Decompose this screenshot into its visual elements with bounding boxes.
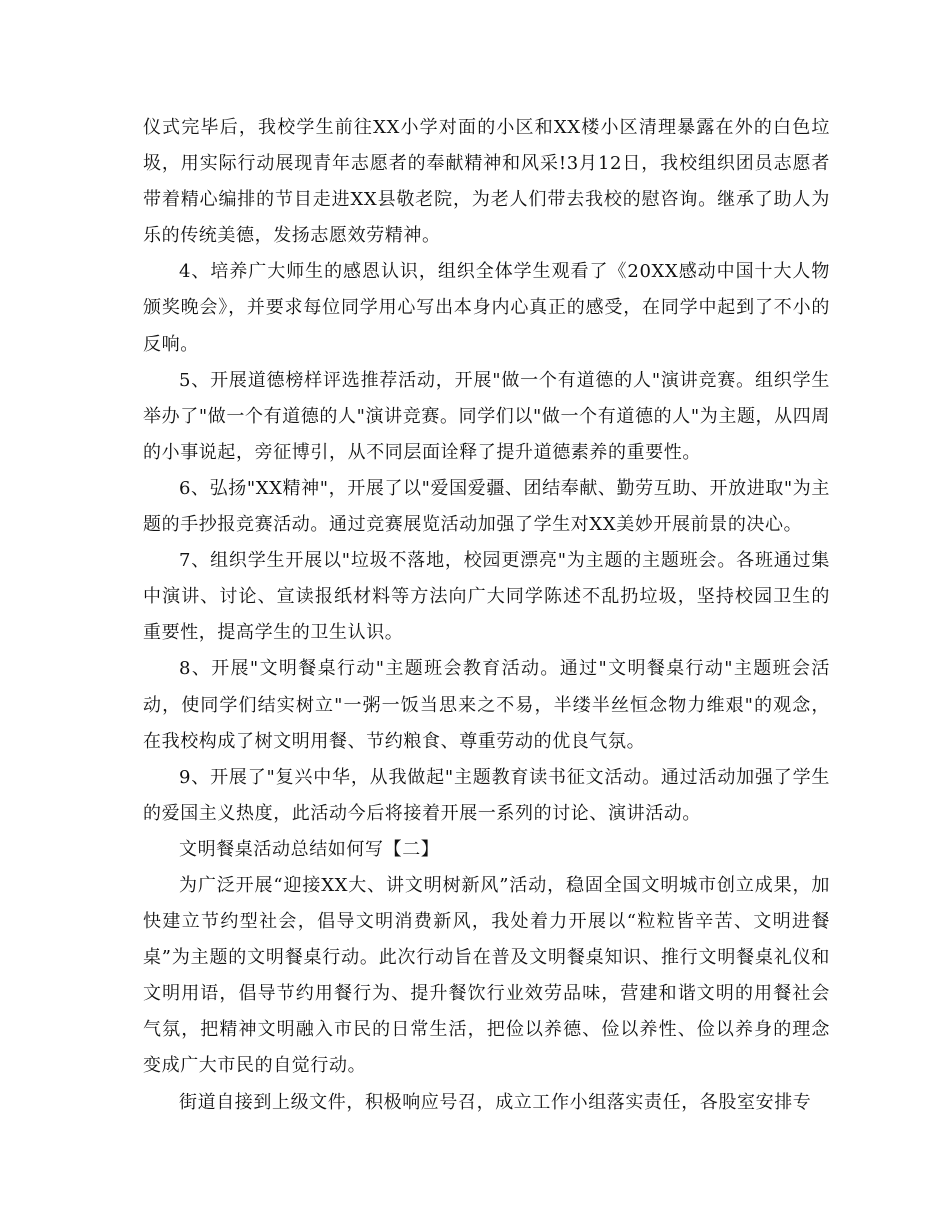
paragraph-6: 8、开展"文明餐桌行动"主题班会教育活动。通过"文明餐桌行动"主题班会活动，使同学们结实树立"一粥一饭当思来之不易，半缕半丝恒念物力维艰"的观念，在我校构成了树文明用餐、节约粮食、尊重劳动的优良气氛。	[143, 658, 830, 752]
paragraph-7: 9、开展了"复兴中华，从我做起"主题教育读书征文活动。通过活动加强了学生的爱国主义热度，此活动今后将接着开展一系列的讨论、演讲活动。	[143, 766, 830, 824]
paragraph-8: 为广泛开展“迎接XX大、讲文明树新风”活动，稳固全国文明城市创立成果，加快建立节约型社会，倡导文明消费新风，我处着力开展以“粒粒皆辛苦、文明进餐桌”为主题的文明餐桌行动。此次行动旨在普及文明餐桌知识、推行文明餐桌礼仪和文明用语，倡导节约用餐行为、提升餐饮行业效劳品味，营建和谐文明的用餐社会气氛，把精神文明融入市民的日常生活，把俭以养德、俭以养性、俭以养身的理念变成广大市民的自觉行动。	[143, 874, 830, 1077]
section-heading: 文明餐桌活动总结如何写【二】	[179, 838, 440, 860]
paragraph-4: 6、弘扬"XX精神"，开展了以"爱国爱疆、团结奉献、勤劳互助、开放进取"为主题的手抄报竞赛活动。通过竞赛展览活动加强了学生对XX美妙开展前景的决心。	[143, 477, 830, 536]
paragraph-3: 5、开展道德榜样评选推荐活动，开展"做一个有道德的人"演讲竞赛。组织学生举办了"做一个有道德的人"演讲竞赛。同学们以"做一个有道德的人"为主题，从四周的小事说起，旁征博引，从不同层面诠释了提升道德素养的重要性。	[143, 369, 830, 463]
paragraph-2: 4、培养广大师生的感恩认识，组织全体学生观看了《20XX感动中国十大人物颁奖晚会》，并要求每位同学用心写出本身内心真正的感受，在同学中起到了不小的反响。	[143, 261, 830, 355]
paragraph-9: 街道自接到上级文件，积极响应号召，成立工作小组落实责任，各股室安排专	[179, 1091, 812, 1113]
paragraph-5: 7、组织学生开展以"垃圾不落地，校园更漂亮"为主题的主题班会。各班通过集中演讲、讨论、宣读报纸材料等方法向广大同学陈述不乱扔垃圾，坚持校园卫生的重要性，提高学生的卫生认识。	[143, 550, 830, 644]
paragraph-1: 仪式完毕后，我校学生前往XX小学对面的小区和XX楼小区清理暴露在外的白色垃圾，用实际行动展现青年志愿者的奉献精神和风采!3月12日，我校组织团员志愿者带着精心编排的节目走进XX县敬老院，为老人们带去我校的慰咨询。继承了助人为乐的传统美德，发扬志愿效劳精神。	[143, 117, 830, 247]
